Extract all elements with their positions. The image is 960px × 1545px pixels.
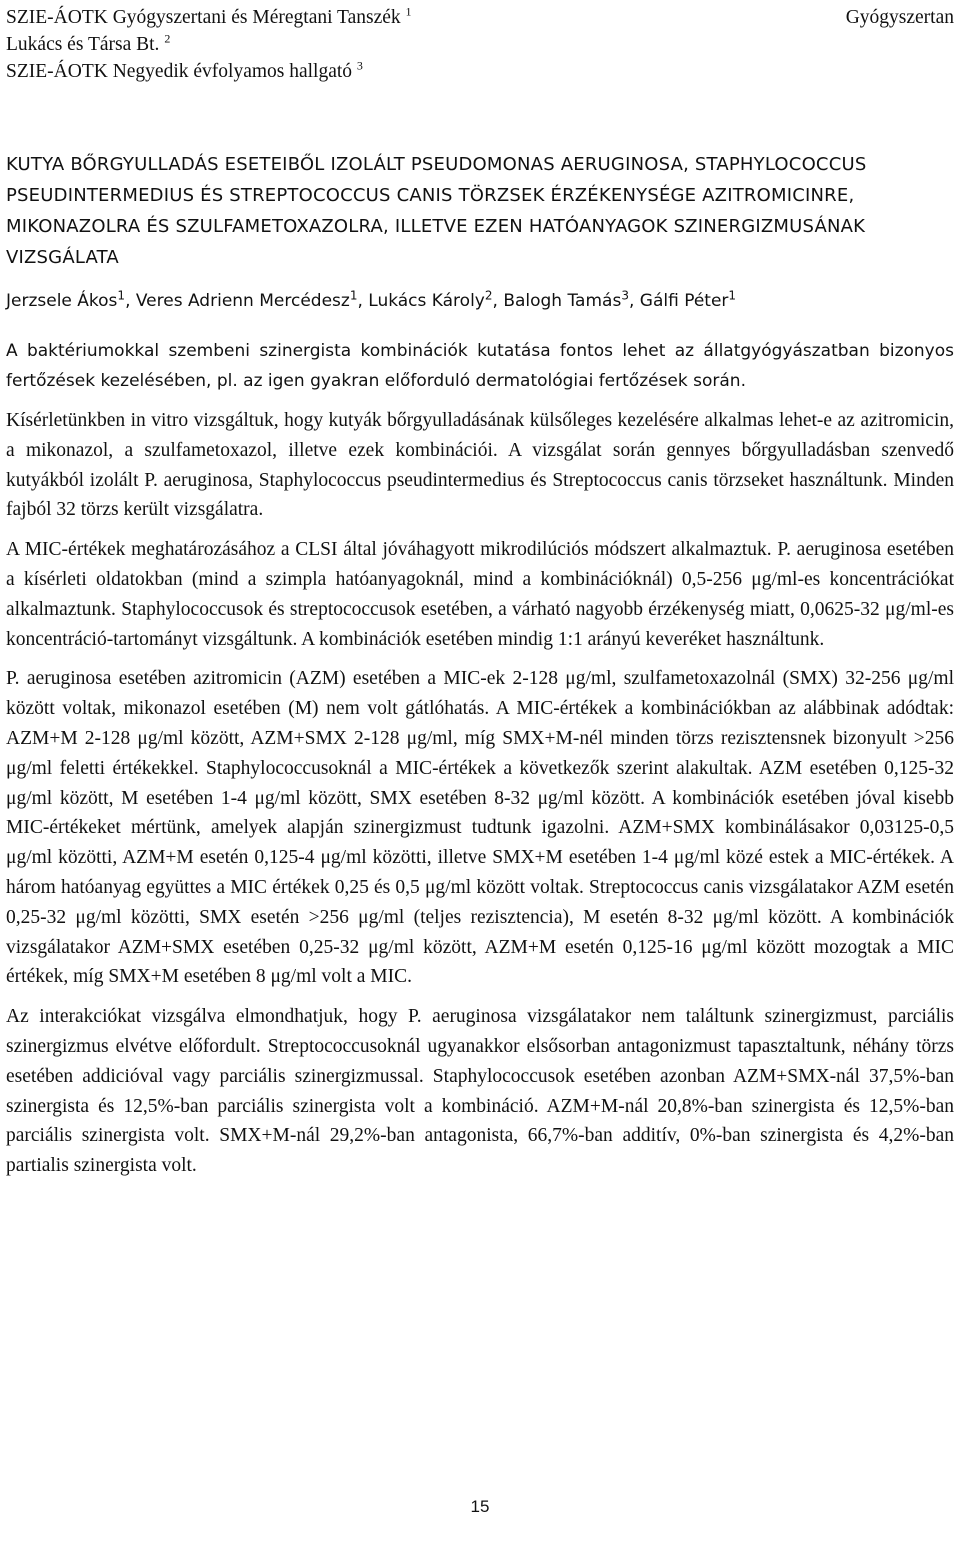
author: Jerzsele Ákos$^1$, <box>6 288 136 311</box>
running-head: Gyógyszertan <box>845 7 954 28</box>
paragraph-results: P. aeruginosa esetében azitromicin (AZM) esetében a MIC-ek 2-128 μg/ml, szulfametoxazolnál (SMX) 32-256 μg/ml között voltak, mikonazol esetében (M) nem volt gátlóhatás. A MIC-értékek a kombinációkban az alábbinak adódtak: AZM+M 2-128 μg/ml között, AZM+SMX 2-128 μg/ml, míg SMX+M-nél minden törzs rezisztensnek bizonyult >256 μg/ml feletti értékekkel. Staphylococcusoknál a MIC-értékek a következők szerint alakultak. AZM esetében 0,125-32 μg/ml között, M esetében 1-4 μg/ml között, SMX esetében 8-32 μg/ml között. A kombinációk esetében jóval kisebb MIC-értékeket mértünk, amelyek alapján szinergizmust tudtunk igazolni. AZM+SMX kombinálásakor 0,03125-0,5 μg/ml közötti, AZM+M esetén 0,125-4 μg/ml közötti, illetve SMX+M esetében 1-4 μg/ml közé estek a MIC-értékek. A három hatóanyag együttes a MIC értékek 0,25 és 0,5 μg/ml között voltak. Streptococcus canis vizsgálatakor AZM esetén 0,25-32 μg/ml közötti, SMX esetén >256 μg/ml (teljes rezisztencia), M esetén 8-32 μg/ml között. A kombinációk vizsgálatakor AZM+SMX esetében 0,25-32 μg/ml között, AZM+M esetén 0,125-16 μg/ml között mozogtak a MIC értékek, míg SMX+M esetében 8 μg/ml volt a MIC. <box>6 668 954 988</box>
paragraph-conclusion: Az interakciókat vizsgálva elmondhatjuk, hogy P. aeruginosa vizsgálatakor nem találtunk szinergizmust, parciális szinergizmus elvétve előfordult. Streptococcusoknál ugyanakkor elsősorban antagonizmust tapasztaltunk, néhány törzs esetében addicióval vagy parciális szinergizmussal. Staphylococcusok esetében azonban AZM+SMX-nál 37,5%-ban szinergista és 12,5%-ban parciális szinergista volt a kombináció. AZM+M-nál 20,8%-ban szinergista és 12,5%-ban parciális szinergista volt. SMX+M-nál 29,2%-ban antagonista, 66,7%-ban additív, 0%-ban szinergista és 4,2%-ban partialis szinergista volt. <box>6 1006 954 1177</box>
affiliation-2: Lukács és Társa Bt. $^2$ <box>6 31 171 55</box>
paragraph-methods: A MIC-értékek meghatározásához a CLSI által jóváhagyott mikrodilúciós módszert alkalmaztuk. P. aeruginosa esetében a kísérleti oldatokban (mind a szimpla hatóanyagoknál, mind a kombinációknál) 0,5-256 μg/ml-es koncentrációkat alkalmaztunk. Staphylococcusok és streptococcusok esetében, a várható nagyobb érzékenység miatt, 0,0625-32 μg/ml-es koncentráció-tartományt vizsgáltunk. A kombinációk esetében mindig 1:1 arányú keveréket használtunk. <box>6 539 954 650</box>
affiliations <box>6 4 954 85</box>
article-title: KUTYA BŐRGYULLADÁS ESETEIBŐL IZOLÁLT PSEUDOMONAS AERUGINOSA, STAPHYLOCOCCUS PSEUDINTERMEDIUS ÉS STREPTOCOCCUS CANIS TÖRZSEK ÉRZÉKENYSÉGE AZITROMICINRE, MIKONAZOLRA ÉS SZULFAMETOXAZOLRA, ILLETVE EZEN HATÓANYAGOK SZINERGIZMUSÁNAK VIZSGÁLATA <box>6 154 867 268</box>
author: Gálfi Péter$^1$ <box>639 288 737 311</box>
author: Balogh Tamás$^3$, <box>503 288 640 311</box>
affiliation-3: SZIE-ÁOTK Negyedik évfolyamos hallgató $^3$ <box>6 58 363 82</box>
abstract-body <box>6 336 954 1191</box>
paragraph-experiment: Kísérletünkben in vitro vizsgáltuk, hogy kutyák bőrgyulladásának külsőleges kezelésére alkalmas lehet-e az azitromicin, a mikonazol, a szulfametoxazol, illetve ezek kombinációi. A vizsgálat során gennyes bőrgyulladásban szenvedő kutyákból izolált P. aeruginosa, Staphylococcus pseudintermedius és Streptococcus canis törzseket használtunk. Minden fajból 32 törzs került vizsgálatra. <box>6 410 954 521</box>
author: Lukács Károly$^2$, <box>368 288 504 311</box>
affiliation-1: SZIE-ÁOTK Gyógyszertani és Méregtani Tanszék $^1$ <box>6 4 412 28</box>
affiliation-1-marker: 1 <box>405 4 412 19</box>
affiliation-3-marker: 3 <box>356 58 363 73</box>
paragraph-intro: A baktériumokkal szembeni szinergista kombinációk kutatása fontos lehet az állatgyógyászatban bizonyos fertőzések kezelésében, pl. az igen gyakran előforduló dermatológiai fertőzések során. <box>6 341 954 391</box>
author: Veres Adrienn Mercédesz$^1$, <box>135 288 369 311</box>
page-number: 15 <box>470 1497 490 1516</box>
author-list <box>6 286 954 316</box>
affiliation-2-marker: 2 <box>164 31 171 46</box>
